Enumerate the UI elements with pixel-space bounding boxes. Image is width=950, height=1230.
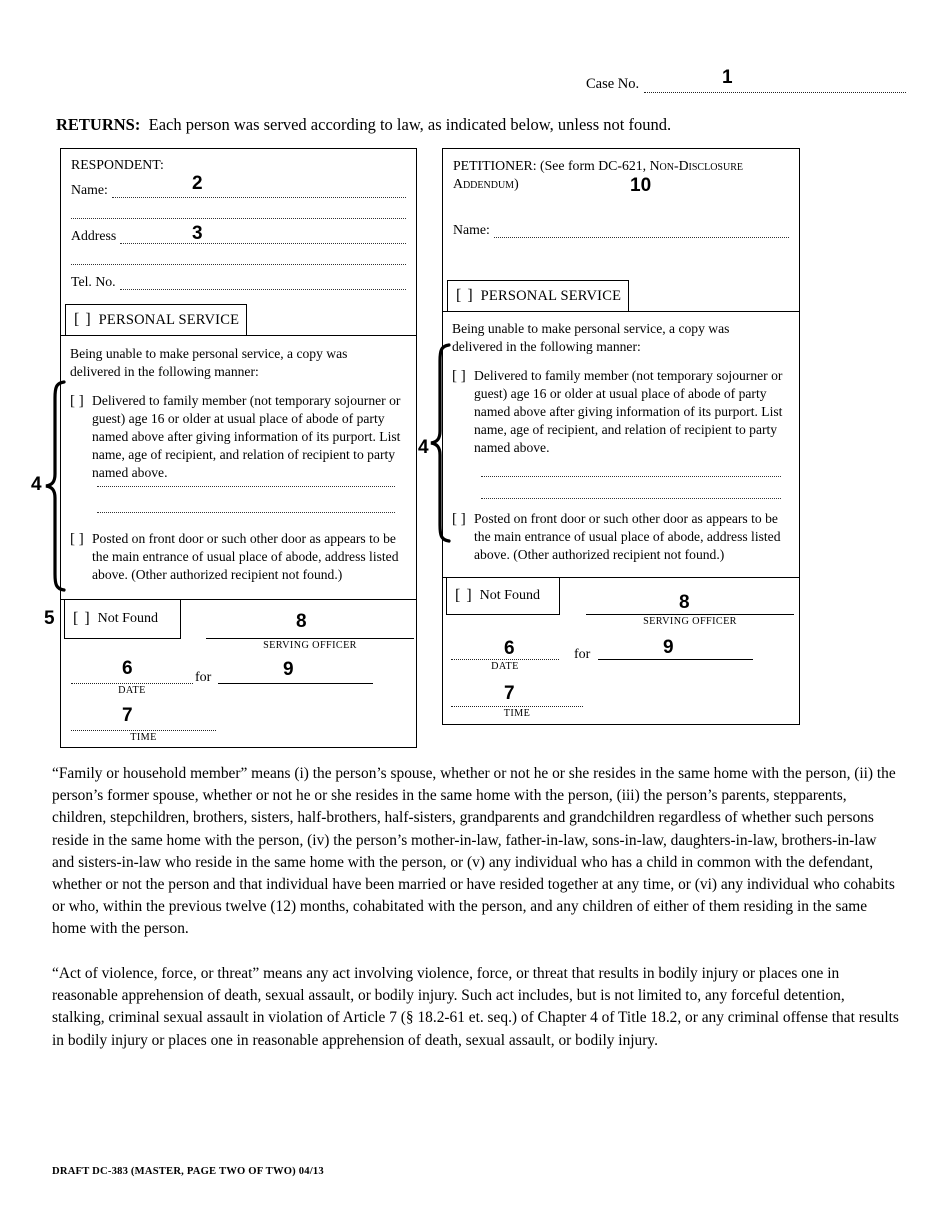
- petitioner-option-posted[interactable]: [452, 510, 787, 564]
- petitioner-title: [443, 149, 799, 192]
- respondent-name-field-line2[interactable]: [71, 207, 406, 219]
- petitioner-personal-service-box[interactable]: [447, 280, 629, 312]
- right-panel-brace: [429, 343, 451, 543]
- petitioner-for-label: for: [574, 647, 591, 662]
- respondent-recipient-line-1[interactable]: [97, 485, 395, 487]
- petitioner-time-line[interactable]: [451, 705, 583, 707]
- respondent-option-posted-text: Posted on front door or such other door as appears to be the main entrance of usual place of abode, address listed above. (Other authorized recipient not found.): [92, 531, 399, 583]
- petitioner-not-found-box[interactable]: [446, 577, 560, 615]
- respondent-option-posted[interactable]: [70, 530, 410, 584]
- respondent-option-family[interactable]: [70, 392, 410, 482]
- respondent-not-found-label: Not Found: [97, 611, 158, 626]
- respondent-serving-officer-line[interactable]: [206, 637, 414, 639]
- respondent-address-row: [61, 228, 416, 244]
- petitioner-not-found-checkbox[interactable]: [ ]: [455, 587, 473, 604]
- field-mark-8-right: 8: [679, 592, 690, 613]
- respondent-recipient-line-2[interactable]: [97, 511, 395, 513]
- respondent-address-label: Address: [71, 228, 117, 243]
- petitioner-title-form-a: Non-Disclosure: [649, 158, 743, 173]
- petitioner-name-row: [443, 222, 799, 238]
- field-mark-5: 5: [44, 608, 55, 629]
- case-number-field[interactable]: [644, 80, 906, 93]
- petitioner-recipient-line-1[interactable]: [481, 475, 781, 477]
- petitioner-option-posted-checkbox[interactable]: [ ]: [452, 511, 466, 527]
- respondent-address-field-line2[interactable]: [71, 253, 406, 265]
- petitioner-for-line[interactable]: [598, 658, 753, 660]
- respondent-tel-field[interactable]: [120, 278, 406, 290]
- returns-text: Each person was served according to law, as indicated below, unless not found.: [148, 115, 672, 134]
- petitioner-serving-officer-caption: SERVING OFFICER: [643, 616, 737, 627]
- petitioner-date-caption: DATE: [491, 661, 519, 672]
- returns-label: RETURNS:: [56, 115, 141, 134]
- field-mark-9-left: 9: [283, 659, 294, 680]
- respondent-for-line[interactable]: [218, 682, 373, 684]
- field-mark-6-right: 6: [504, 638, 515, 659]
- petitioner-name-label: Name:: [453, 222, 490, 238]
- field-mark-8-left: 8: [296, 611, 307, 632]
- field-mark-9-right: 9: [663, 637, 674, 658]
- respondent-option-family-checkbox[interactable]: [ ]: [70, 393, 84, 409]
- petitioner-personal-service-checkbox[interactable]: [ ]: [456, 287, 474, 304]
- petitioner-not-found-label: Not Found: [479, 588, 540, 603]
- petitioner-ps-divider: [443, 311, 799, 312]
- respondent-name-label: Name:: [71, 182, 108, 197]
- respondent-name-field[interactable]: [112, 186, 406, 198]
- petitioner-option-family[interactable]: [452, 367, 787, 457]
- respondent-personal-service-checkbox[interactable]: [ ]: [74, 311, 92, 328]
- petitioner-title-close: ): [514, 175, 519, 191]
- respondent-panel: [60, 148, 417, 748]
- field-mark-6-left: 6: [122, 658, 133, 679]
- field-mark-10: 10: [630, 175, 652, 196]
- field-mark-4-left: 4: [31, 474, 42, 495]
- petitioner-title-text: PETITIONER: (See form DC-621,: [453, 158, 650, 173]
- respondent-name-row: [61, 182, 416, 198]
- respondent-not-found-box[interactable]: [64, 599, 181, 639]
- respondent-date-caption: DATE: [118, 685, 146, 696]
- case-number-row: [586, 76, 906, 93]
- respondent-personal-service-label: PERSONAL SERVICE: [98, 311, 240, 328]
- field-mark-7-left: 7: [122, 705, 133, 726]
- respondent-serving-officer-caption: SERVING OFFICER: [263, 640, 357, 651]
- respondent-address-field[interactable]: [120, 232, 406, 244]
- case-number-label: Case No.: [586, 76, 640, 92]
- respondent-substitute-intro: Being unable to make personal service, a copy was delivered in the following manner:: [70, 346, 348, 380]
- field-mark-2: 2: [192, 173, 203, 194]
- field-mark-3: 3: [192, 223, 203, 244]
- petitioner-panel: [442, 148, 800, 725]
- petitioner-recipient-line-2[interactable]: [481, 497, 781, 499]
- petitioner-serving-officer-line[interactable]: [586, 613, 794, 615]
- respondent-time-caption: TIME: [130, 732, 157, 743]
- petitioner-title-form-b: Addendum: [453, 175, 515, 191]
- petitioner-time-caption: TIME: [503, 708, 531, 719]
- respondent-tel-row: [61, 274, 416, 290]
- respondent-ps-divider: [61, 335, 416, 336]
- returns-heading: [56, 115, 671, 135]
- petitioner-personal-service-label: PERSONAL SERVICE: [480, 287, 622, 304]
- respondent-for-label: for: [195, 670, 212, 685]
- respondent-tel-label: Tel. No.: [71, 274, 116, 289]
- respondent-option-posted-checkbox[interactable]: [ ]: [70, 531, 84, 547]
- field-mark-1: 1: [722, 67, 733, 88]
- petitioner-substitute-intro: Being unable to make personal service, a copy was delivered in the following manner:: [452, 321, 730, 355]
- respondent-not-found-checkbox[interactable]: [ ]: [73, 610, 91, 627]
- respondent-time-line[interactable]: [71, 729, 216, 731]
- paragraph-family-definition: “Family or household member” means (i) the person’s spouse, whether or not he or she resides in the same home with the person, (ii) the person’s former spouse, whether or not he or she resides in the same home with the person, (iii) the person’s parents, stepparents, children, stepchildren, brothers, sisters, half-brothers, half-sisters, grandparents and grandchildren regardless of whether such persons reside in the same home with the person, (iv) the person’s mother-in-law, father-in-law, sons-in-law, daughters-in-law, brothers-in-law and sisters-in-law who reside in the same home with the person, or (v) any individual who has a child in common with the defendant, whether or not the person and that individual have been married or have resided together at any time, or (vi) any individual who cohabits or who, within the previous twelve (12) months, cohabitated with the person, and any children of either of them residing in the same home with the person.: [52, 765, 896, 938]
- petitioner-option-posted-text: Posted on front door or such other door as appears to be the main entrance of usual place of abode, address listed above. (Other authorized recipient not found.): [474, 511, 781, 563]
- left-panel-brace: [44, 380, 66, 592]
- petitioner-option-family-text: Delivered to family member (not temporary sojourner or guest) age 16 or older at usual place of abode of party named above after giving information of its purport. List name, age of recipient, and relation of recipient to party named above.: [474, 368, 783, 456]
- petitioner-option-family-checkbox[interactable]: [ ]: [452, 368, 466, 384]
- field-mark-4-right: 4: [418, 437, 429, 458]
- respondent-personal-service-box[interactable]: [65, 304, 247, 336]
- respondent-date-line[interactable]: [71, 682, 193, 684]
- respondent-title: RESPONDENT:: [71, 157, 164, 172]
- field-mark-7-right: 7: [504, 683, 515, 704]
- form-footer: DRAFT DC-383 (MASTER, PAGE TWO OF TWO) 04/13: [52, 1166, 324, 1177]
- paragraph-act-of-violence-definition: “Act of violence, force, or threat” means any act involving violence, force, or threat that results in bodily injury or places one in reasonable apprehension of death, sexual assault, or bodily injury. Such act includes, but is not limited to, any forceful detention, stalking, criminal sexual assault in violation of Article 7 (§ 18.2-61 et. seq.) of Chapter 4 of Title 18.2, or any criminal offense that results in bodily injury or places one in reasonable apprehension of death, sexual assault, or bodily injury.: [52, 965, 899, 1049]
- respondent-option-family-text: Delivered to family member (not temporary sojourner or guest) age 16 or older at usual place of abode of party named above after giving information of its purport. List name, age of recipient, and relation of recipient to party named above.: [92, 393, 401, 481]
- petitioner-name-field[interactable]: [494, 226, 789, 238]
